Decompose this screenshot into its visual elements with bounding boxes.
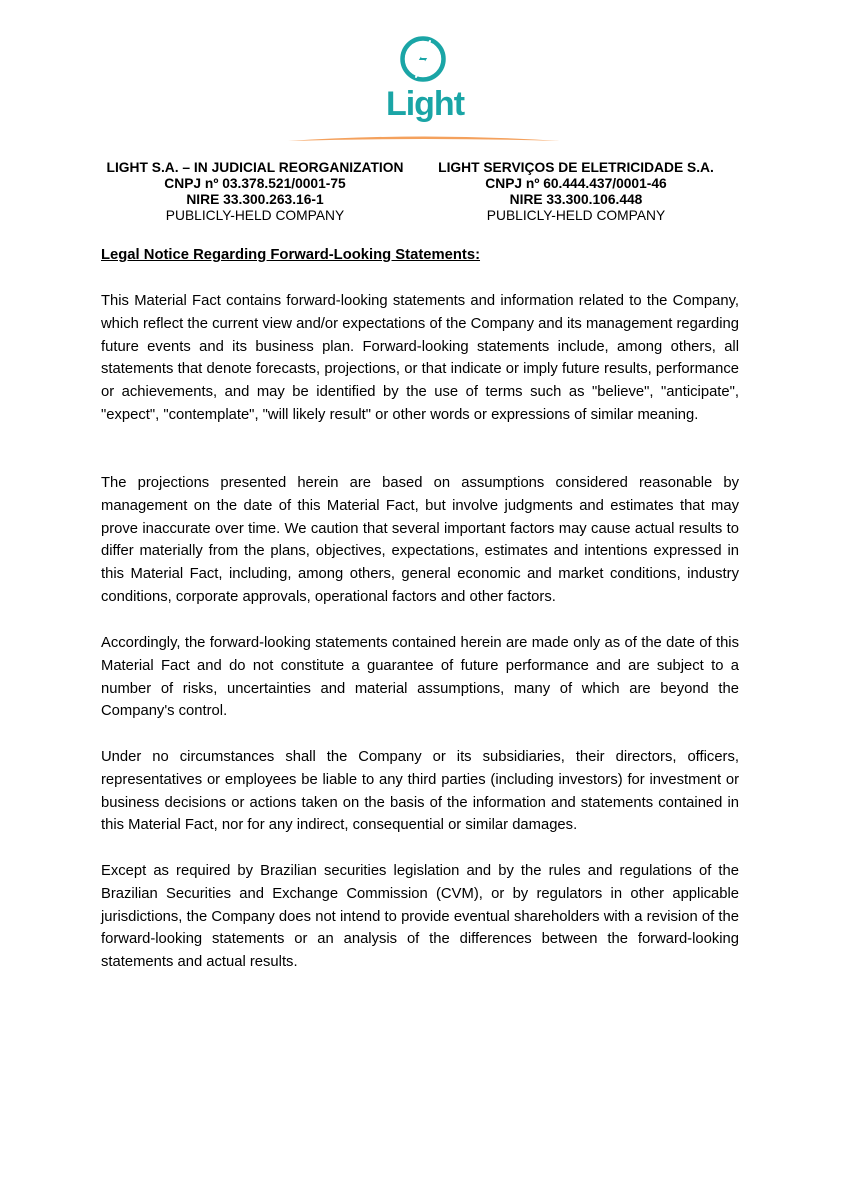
company-nire: NIRE 33.300.106.448	[509, 192, 643, 207]
company-type: PUBLICLY-HELD COMPANY	[486, 208, 666, 223]
company-block-light-sesa	[428, 160, 724, 224]
logo-wordmark: Light	[385, 85, 465, 123]
light-logo	[384, 36, 466, 128]
company-name: LIGHT S.A. – IN JUDICIAL REORGANIZATION	[106, 160, 404, 175]
paragraph-projections: The projections presented herein are based on assumptions considered reasonable by management on the date of this Material Fact, but involve judgments and estimates that may prove inaccurate over time. We caution that several important factors may cause actual results to differ materially from the plans, objectives, expectations, estimates and intentions expressed in this Material Fact, including, among others, general economic and market conditions, industry conditions, corporate approvals, operational factors and other factors.	[101, 475, 739, 605]
paragraph-accordingly: Accordingly, the forward-looking statements contained herein are made only as of the date of this Material Fact and do not constitute a guarantee of future performance and are subject to a number of risks, uncertainties and material assumptions, many of which are beyond the Company's control.	[101, 635, 739, 720]
company-block-light-sa	[100, 160, 410, 224]
paragraph-forward-looking-statements: This Material Fact contains forward-looking statements and information related to the Company, which reflect the current view and/or expectations of the Company and its management regarding future events and its business plan. Forward-looking statements include, among others, all statements that denote forecasts, projections, or that indicate or imply future results, performance or achievements, and may be identified by the use of terms such as "believe", "anticipate", "expect", "contemplate", "will likely result" or other words or expressions of similar meaning.	[101, 293, 739, 423]
company-type: PUBLICLY-HELD COMPANY	[165, 208, 345, 223]
header-accent-swoosh	[288, 134, 560, 144]
paragraph-no-revision: Except as required by Brazilian securities legislation and by the rules and regulations of the Brazilian Securities and Exchange Commission (CVM), or by regulators in other applicable jurisdictions, the Company does not intend to provide eventual shareholders with a revision of the forward-looking statements or an analysis of the differences between the forward-looking statements and actual results.	[101, 863, 739, 971]
company-cnpj: CNPJ nº 03.378.521/0001-75	[164, 176, 346, 191]
lightning-bolt-icon	[400, 36, 446, 82]
company-name: LIGHT SERVIÇOS DE ELETRICIDADE S.A.	[438, 160, 714, 175]
section-heading: Legal Notice Regarding Forward-Looking Statements:	[101, 247, 481, 263]
company-cnpj: CNPJ nº 60.444.437/0001-46	[485, 176, 667, 191]
company-nire: NIRE 33.300.263.16-1	[186, 192, 324, 207]
paragraph-liability: Under no circumstances shall the Company or its subsidiaries, their directors, officers, representatives or employees be liable to any third parties (including investors) for investment or business decisions or actions taken on the basis of the information and statements contained in this Material Fact, nor for any indirect, consequential or similar damages.	[101, 749, 739, 834]
